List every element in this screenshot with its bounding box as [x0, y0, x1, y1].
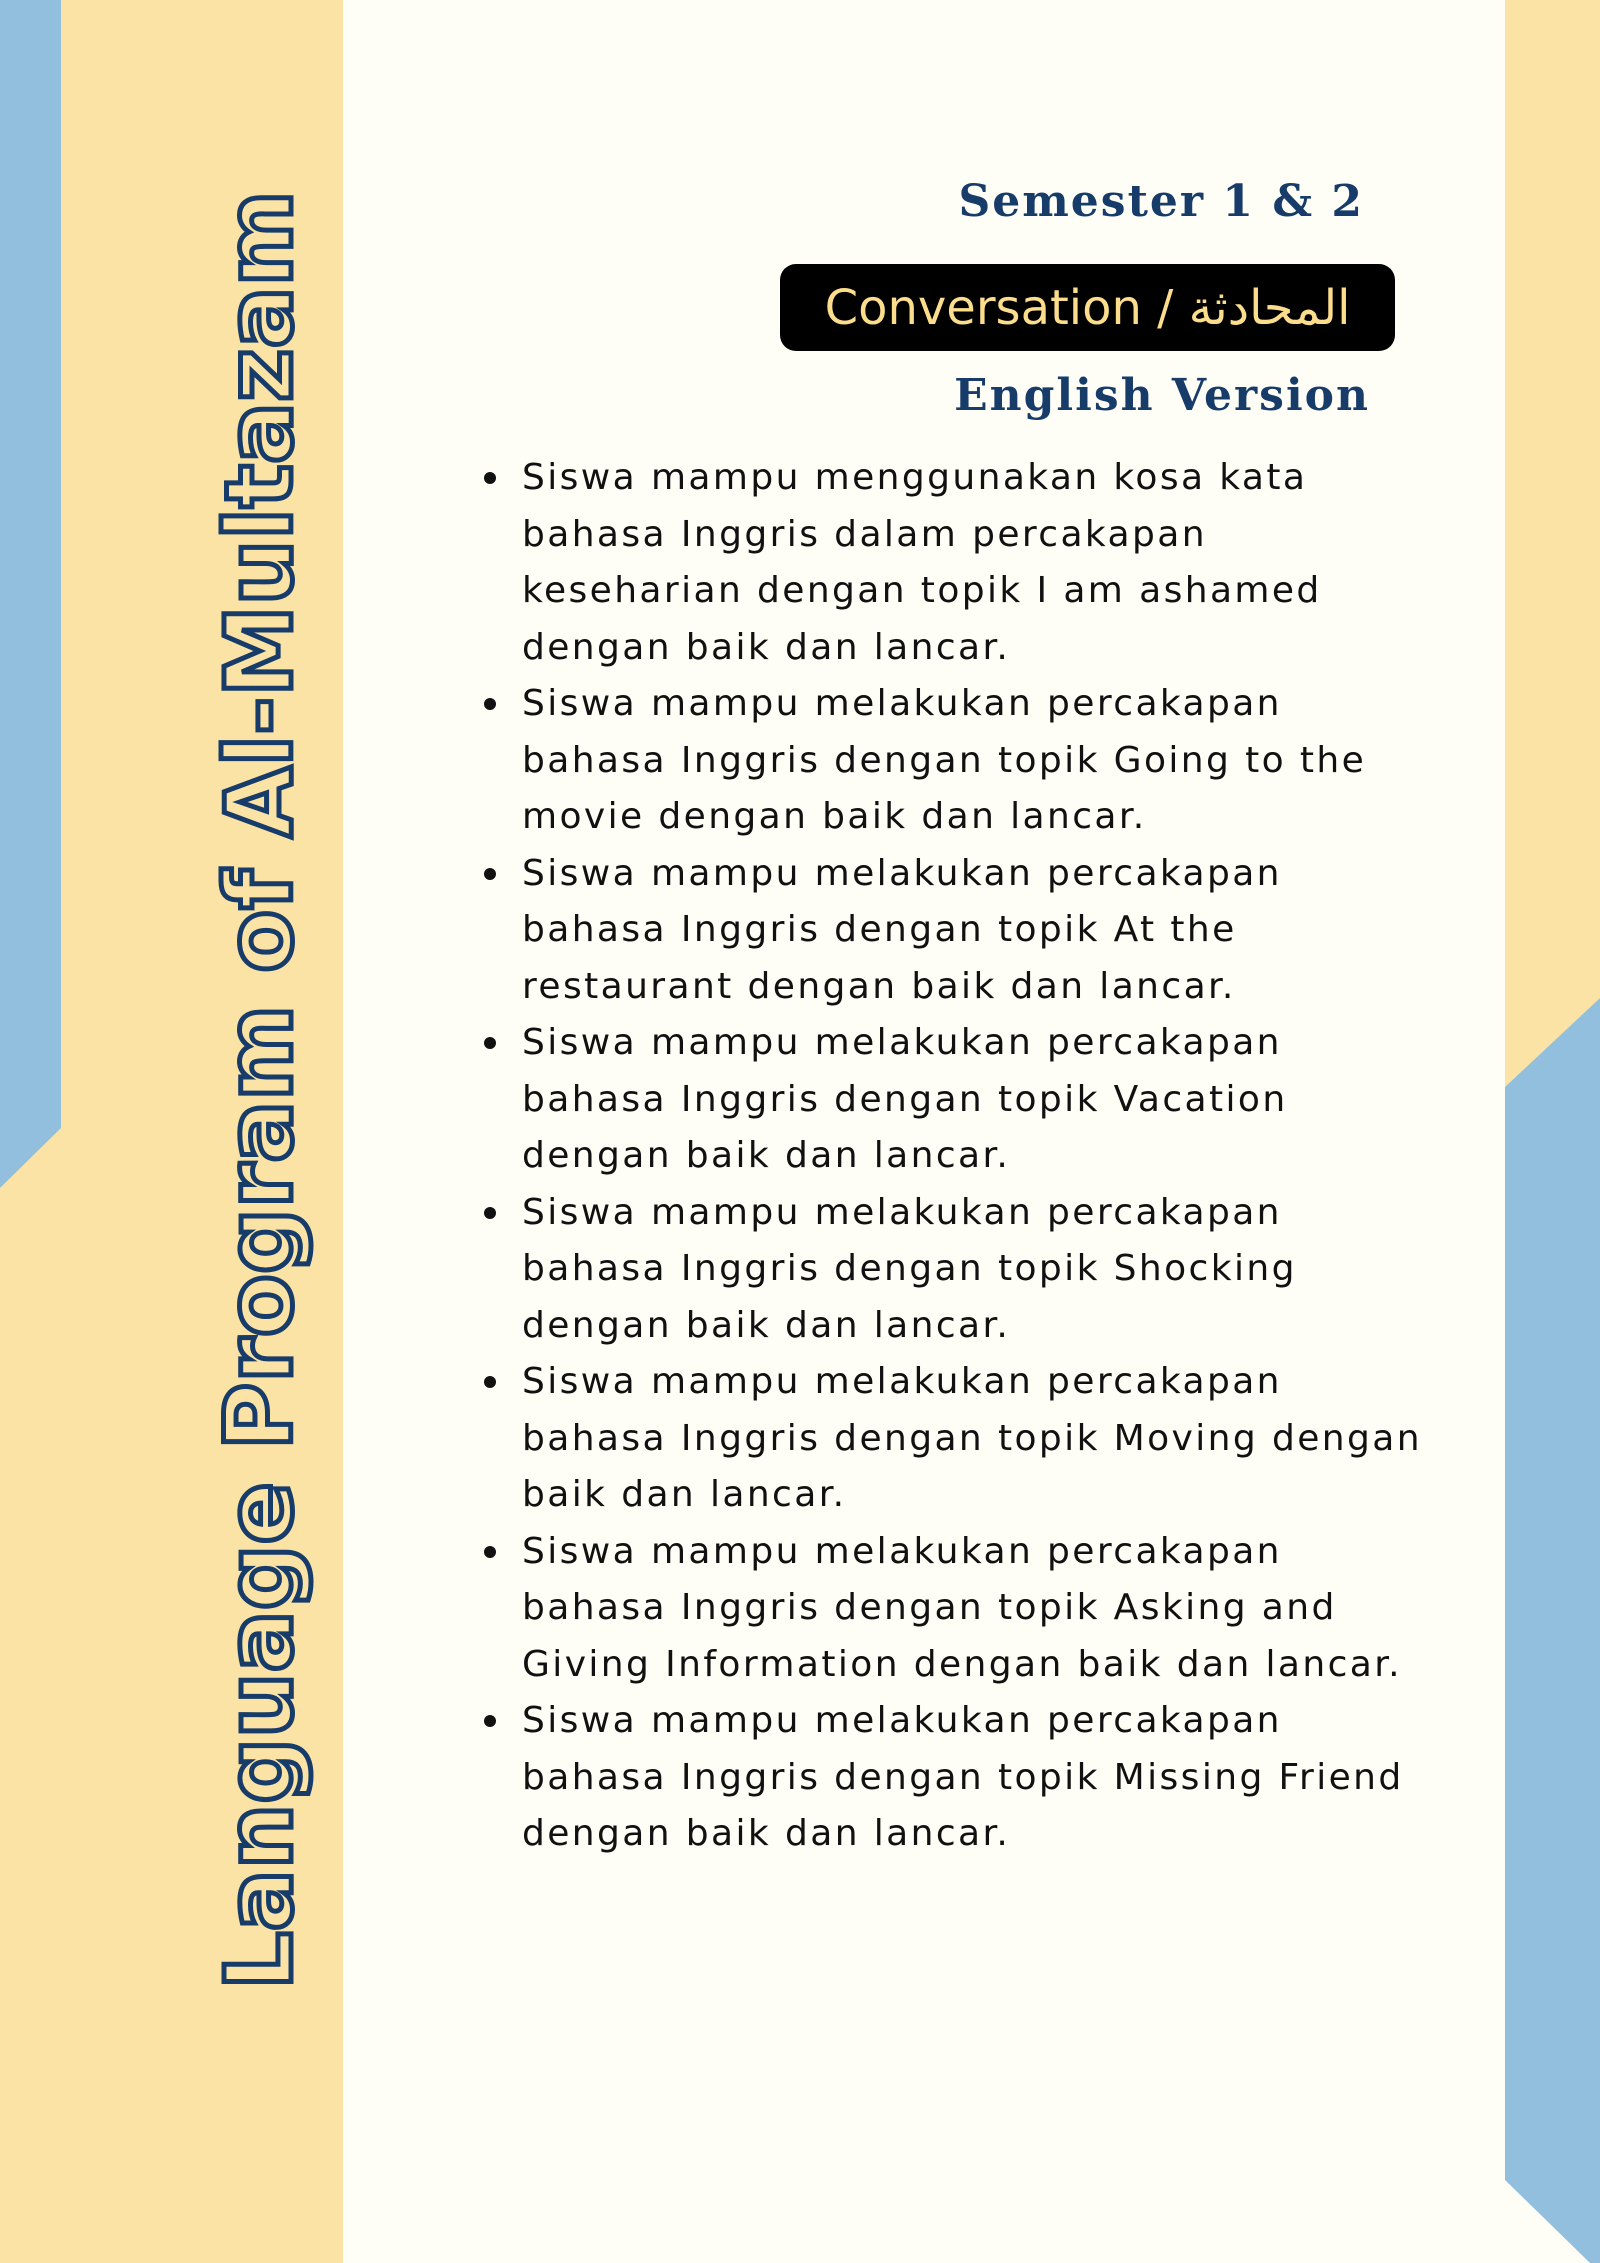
list-item [478, 1354, 1422, 1524]
bullet-icon [484, 698, 496, 710]
objective-text: Siswa mampu melakukan percakapan bahasa Inggris dengan topik At the restaurant dengan baik dan lancar. [522, 852, 1282, 1007]
program-title-vertical: Language Program of Al-Multazam [206, 190, 313, 1990]
objective-text: Siswa mampu melakukan percakapan bahasa Inggris dengan topik Moving dengan baik dan lancar. [522, 1361, 1422, 1515]
right-blue-panel [1505, 998, 1600, 2263]
objective-text: Siswa mampu melakukan percakapan bahasa Inggris dengan topik Going to the movie dengan baik dan lancar. [522, 683, 1367, 837]
list-item [478, 676, 1422, 846]
list-item [478, 1185, 1422, 1355]
bullet-icon [484, 1037, 496, 1049]
semester-heading: Semester 1 & 2 [958, 176, 1364, 227]
list-item [478, 1693, 1422, 1863]
objective-text: Siswa mampu melakukan percakapan bahasa Inggris dengan topik Vacation dengan baik dan lancar. [522, 1022, 1288, 1176]
bullet-icon [484, 1207, 496, 1219]
right-yellow-panel [1505, 0, 1600, 1090]
list-item [478, 846, 1422, 1016]
bullet-icon [484, 472, 496, 484]
objective-text: Siswa mampu menggunakan kosa kata bahasa Inggris dalam percakapan keseharian dengan topik I am ashamed dengan baik dan lancar. [522, 457, 1322, 668]
version-heading: English Version [954, 370, 1370, 421]
objective-text: Siswa mampu melakukan percakapan bahasa Inggris dengan topik Missing Friend dengan baik dan lancar. [522, 1700, 1404, 1854]
bullet-icon [484, 868, 496, 880]
objective-text: Siswa mampu melakukan percakapan bahasa Inggris dengan topik Shocking dengan baik dan lancar. [522, 1191, 1297, 1346]
list-item [478, 1524, 1422, 1694]
list-item [478, 1015, 1422, 1185]
subject-badge [780, 264, 1395, 351]
learning-objectives-list [478, 450, 1438, 1863]
objective-text: Siswa mampu melakukan percakapan bahasa Inggris dengan topik Asking and Giving Information dengan baik dan lancar. [522, 1530, 1402, 1685]
list-item [478, 450, 1422, 676]
bullet-icon [484, 1715, 496, 1727]
bullet-icon [484, 1376, 496, 1388]
subject-label: Conversation / المحادثة [824, 279, 1351, 336]
left-blue-strip [0, 0, 61, 1188]
bullet-icon [484, 1546, 496, 1558]
